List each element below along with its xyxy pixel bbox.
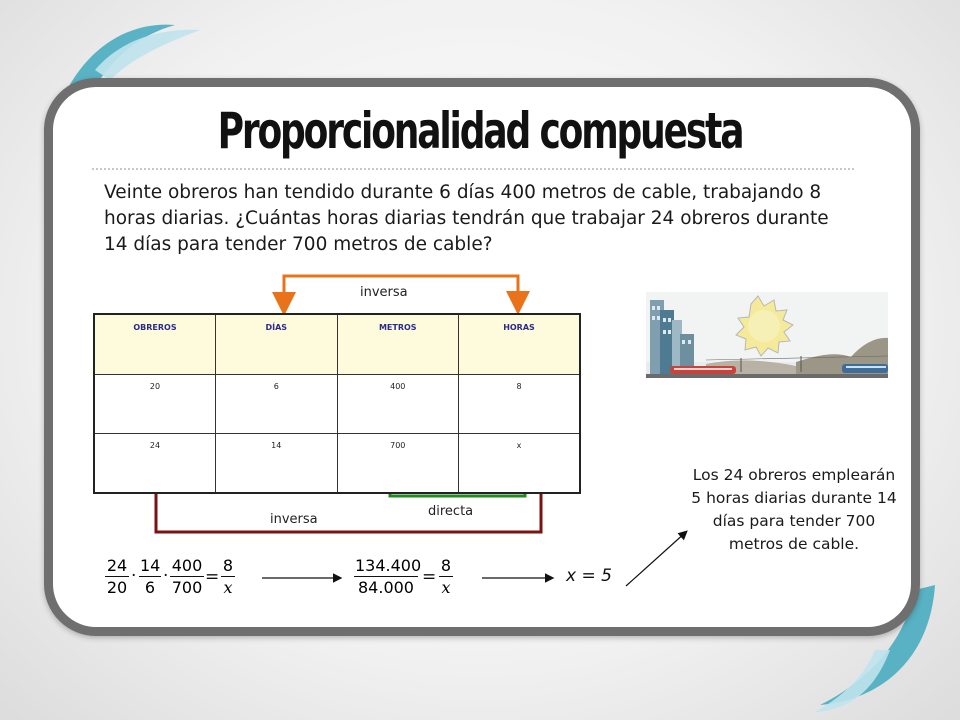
fraction-horas-2 <box>439 556 453 599</box>
header-dias: DÍAS <box>216 314 338 375</box>
city-train-illustration <box>646 292 888 378</box>
equals-sign: = <box>205 567 220 587</box>
slide-title: Proporcionalidad compuesta <box>217 102 743 160</box>
header-metros: METROS <box>337 314 459 375</box>
table-header-row <box>94 314 580 375</box>
table-row <box>94 434 580 494</box>
fraction-obreros <box>105 556 129 599</box>
answer-pointer-arrow <box>626 532 686 586</box>
fraction-numerator: 134.400 <box>355 556 422 575</box>
fraction-numerator: 8 <box>222 556 234 575</box>
fraction-denominator: 84.000 <box>358 578 414 597</box>
table-row <box>94 375 580 434</box>
header-horas: HORAS <box>459 314 581 375</box>
fraction-denominator: 700 <box>171 578 203 597</box>
answer-text: Los 24 obreros emplearán 5 horas diarias durante 14 días para tender 700 metros de cable. <box>691 466 897 553</box>
table-cell: 400 <box>337 375 459 434</box>
fraction-numerator: 400 <box>171 556 203 575</box>
fraction-numerator: 24 <box>106 556 128 575</box>
table-cell: 700 <box>337 434 459 494</box>
table-cell: 8 <box>459 375 581 434</box>
data-table <box>93 313 581 494</box>
fraction-denominator: x <box>441 578 451 597</box>
label-inversa-bottom: inversa <box>270 512 318 527</box>
problem-statement: Veinte obreros han tendido durante 6 días 400 metros de cable, trabajando 8 horas diarias. ¿Cuántas horas diarias tendrán que trabajar 24 obreros durante 14 días para tender 700 metros de cable? <box>104 182 829 255</box>
table-cell: x <box>459 434 581 494</box>
table-cell: 20 <box>94 375 216 434</box>
equation-result: x = 5 <box>566 566 612 586</box>
fraction-numerator: 14 <box>140 556 161 575</box>
fraction-product <box>354 556 422 599</box>
fraction-metros <box>170 556 204 599</box>
multiply-dot: · <box>163 566 169 586</box>
fraction-denominator: 6 <box>144 578 156 597</box>
label-inversa-top: inversa <box>360 285 408 300</box>
fraction-denominator: 20 <box>106 578 128 597</box>
fraction-dias <box>139 556 161 599</box>
equals-sign: = <box>422 567 437 587</box>
table-cell: 6 <box>216 375 338 434</box>
fraction-numerator: 8 <box>440 556 452 575</box>
fraction-horas <box>221 556 235 599</box>
label-directa: directa <box>428 504 474 519</box>
header-obreros: OBREROS <box>94 314 216 375</box>
table-cell: 24 <box>94 434 216 494</box>
multiply-dot: · <box>131 566 137 586</box>
fraction-denominator: x <box>223 578 233 597</box>
table-cell: 14 <box>216 434 338 494</box>
